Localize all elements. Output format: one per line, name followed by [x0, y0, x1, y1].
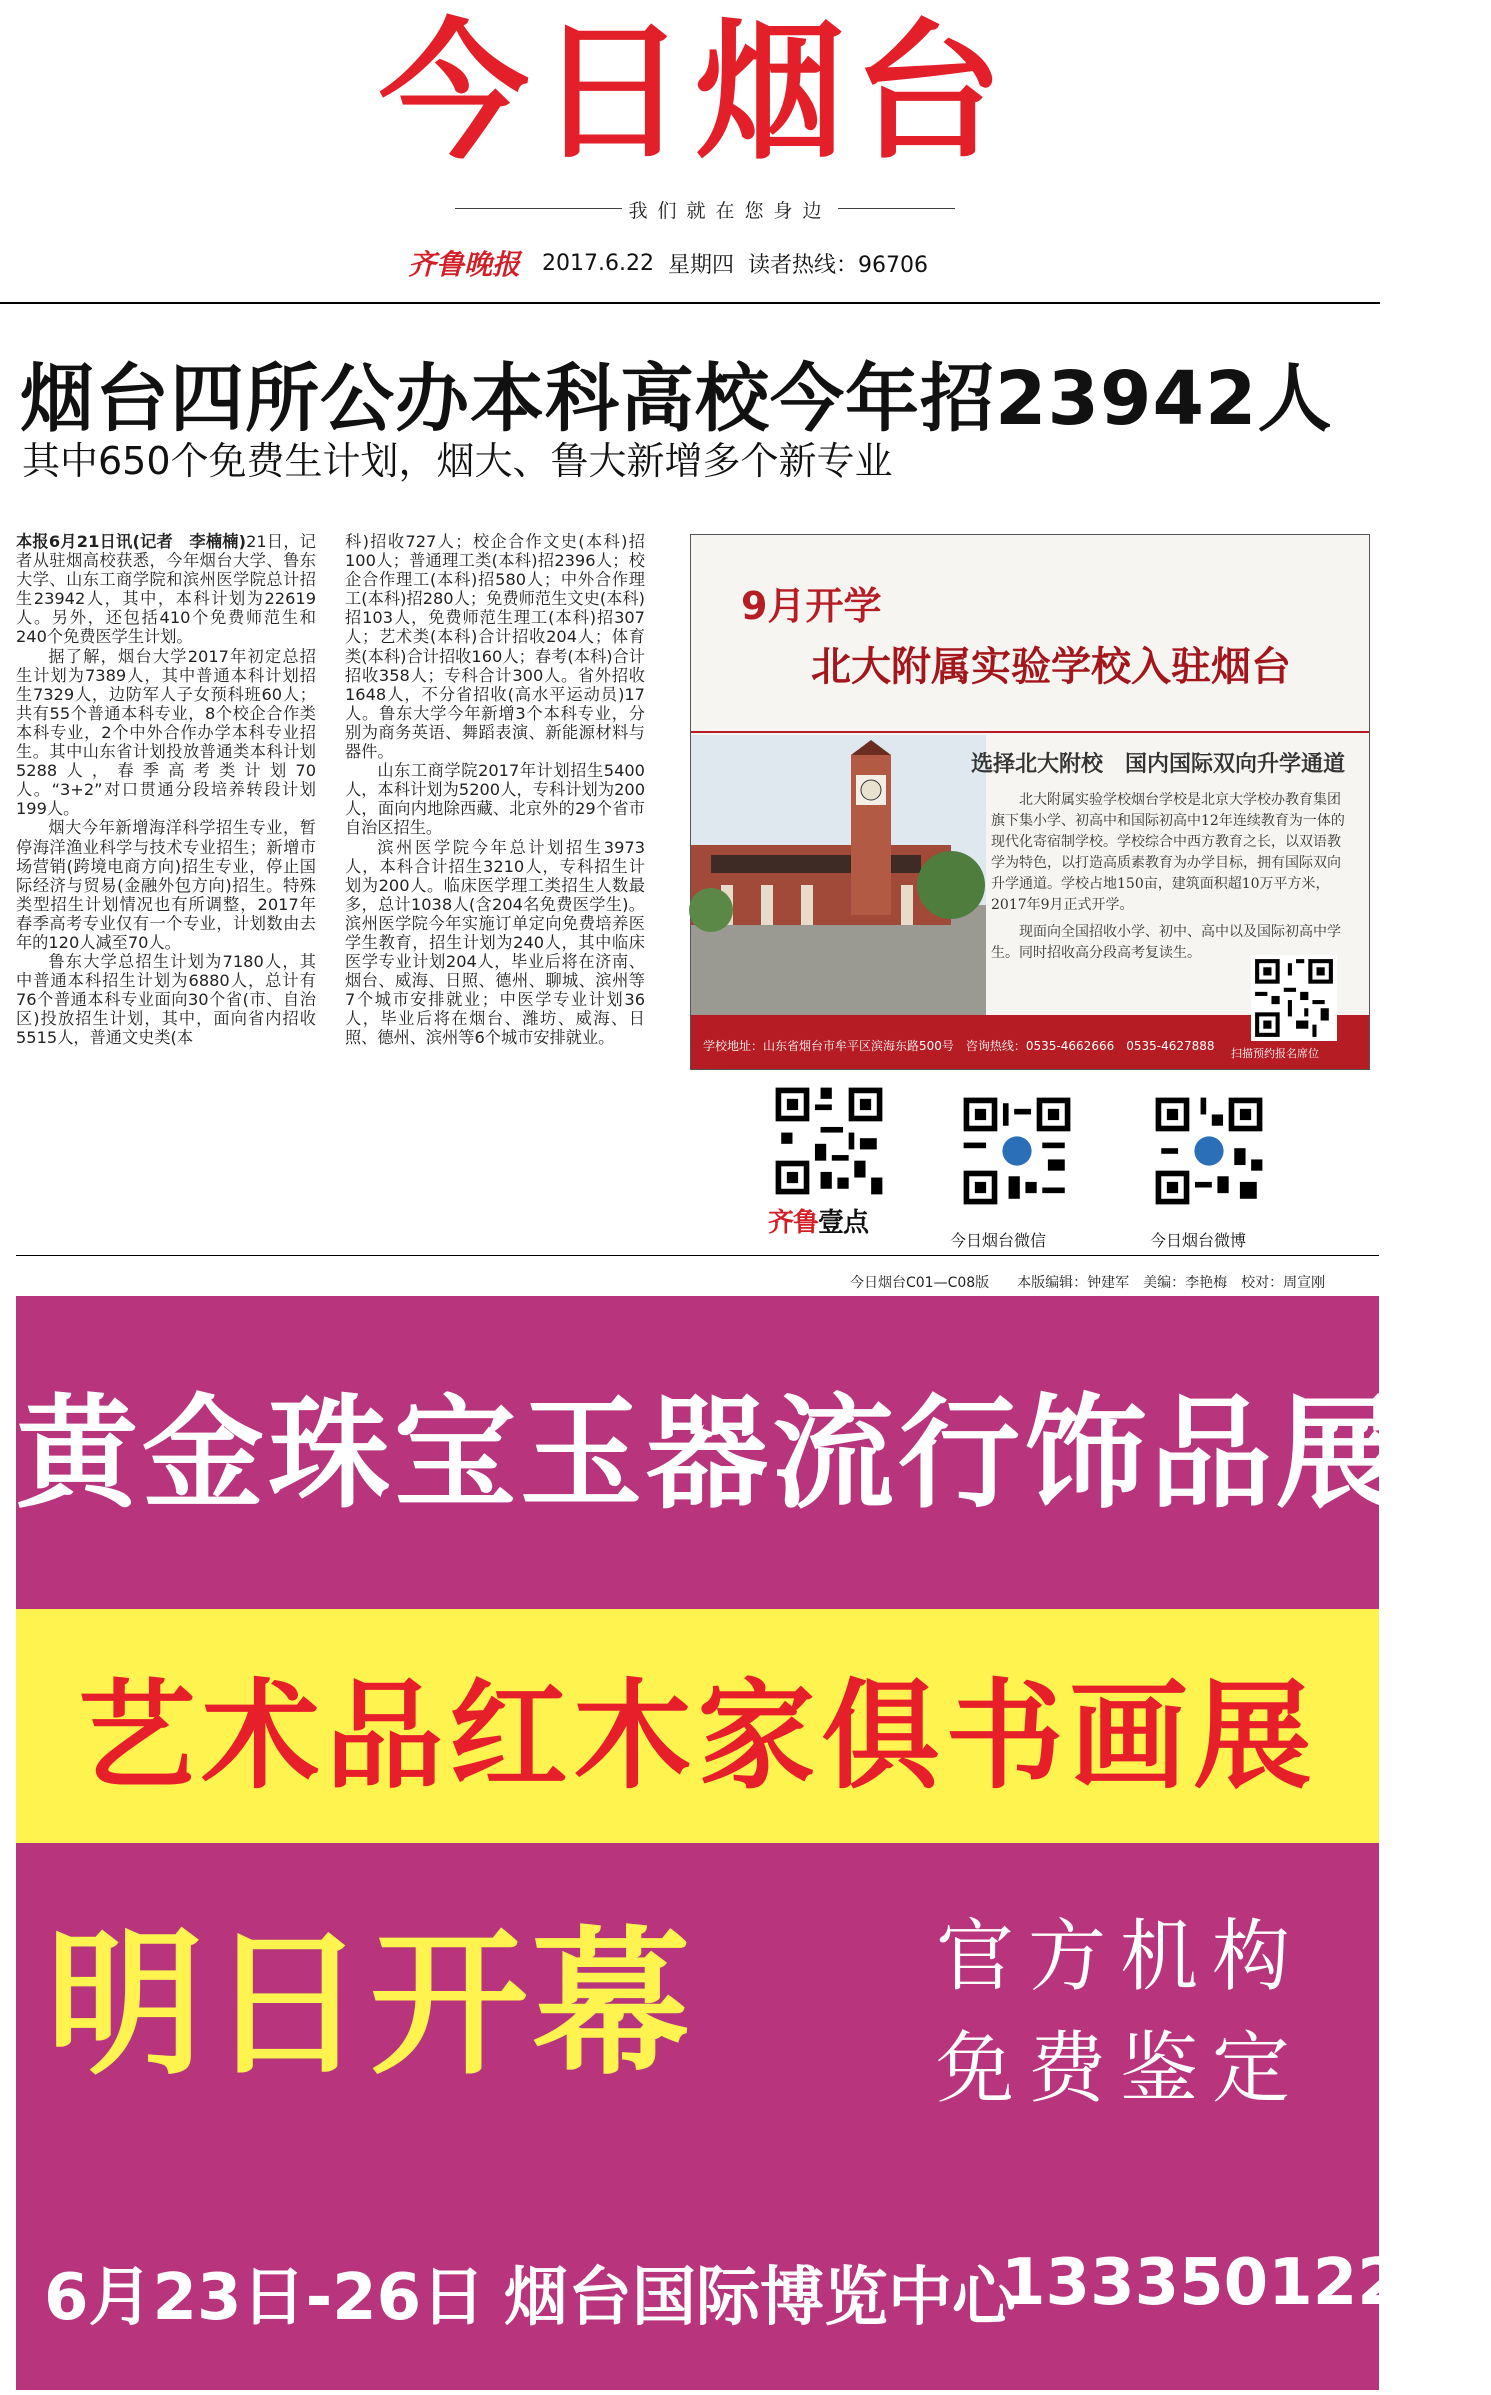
expo-advertisement [16, 1296, 1491, 2390]
ad-school-address: 学校地址：山东省烟台市牟平区滨海东路500号 咨询热线：0535-4662666 0535-4627888 [703, 1039, 1215, 1053]
expo-dates: 6月23日-26日 [44, 2261, 486, 2335]
wechat-caption: 今日烟台微信 [950, 1231, 1047, 1250]
page-credits: 今日烟台C01—C08版 本版编辑：钟建军 美编：李艳梅 校对：周宣刚 [850, 1275, 1326, 1291]
qilu-yidian-qr-icon[interactable] [770, 1082, 888, 1200]
issue-date: 2017.6.22 [542, 250, 654, 276]
expo-opening-text: 明日开幕 [46, 1913, 694, 2097]
masthead-meta [408, 248, 928, 281]
qr-code-icon[interactable] [1251, 955, 1337, 1041]
qilu-yidian-caption: 齐鲁壹点 [768, 1208, 869, 1238]
school-building-photo [691, 735, 986, 1015]
ad-school-tag: 9月开学 [741, 584, 882, 628]
masthead-slogan: 我们就在您身边 [520, 196, 940, 223]
expo-tag-official: 官方机构 [936, 1912, 1305, 2002]
wechat-qr-icon[interactable] [958, 1092, 1076, 1210]
ad-school-body [991, 790, 1351, 970]
ad-school-title: 北大附属实验学校入驻烟台 [811, 644, 1291, 690]
article-paragraph: 滨州医学院今年总计划招生3973人，本科合计招生3210人，专科招生计划为200人。临床医学理工类招生人数最多，总计1038人(含204名免费医学生)。滨州医学院今年实施订单定向免费培养医学生教育，招生计划为240人，其中临床医学专业计划204人，毕业后将在济南、烟台、威海、日照、德州、聊城、滨州等7个城市安排就业；中医学专业计划36人，毕业后将在烟台、潍坊、威海、日照、德州、滨州等6个城市安排就业。 [345, 837, 645, 1048]
article-paragraph: 据了解，烟台大学2017年初定总招生计划为7389人，其中普通本科计划招生7329人，边防军人子女预科班60人；共有55个普通本科专业，8个校企合作类本科专业，2个中外合作办学本科专业招生。其中山东省计划投放普通类本科计划5288人，春季高考类计划70人。“3+2”对口贯通分段培养转段计划199人。 [16, 646, 316, 819]
section-rule [16, 1255, 1379, 1256]
ad-school-divider [691, 731, 1369, 733]
expo-title-line-1: 黄金珠宝玉器流行饰品展 [16, 1383, 1402, 1525]
reader-hotline: 读者热线：96706 [748, 252, 928, 278]
ad-school-paragraph: 现面向全国招收小学、初中、高中以及国际初高中学生。同时招收高分段高考复读生。 [991, 924, 1341, 961]
article-headline: 烟台四所公办本科高校今年招23942人 [20, 356, 1333, 442]
masthead-logo: 今日烟台 [378, 6, 1011, 180]
article-byline: 本报6月21日讯(记者 李楠楠) [16, 532, 247, 551]
ad-school-qr-caption: 扫描预约报名席位 [1231, 1047, 1319, 1060]
expo-phone[interactable]: 13335012258 [1001, 2246, 1491, 2320]
weibo-qr-icon[interactable] [1150, 1092, 1268, 1210]
paper-name: 齐鲁晚报 [408, 248, 521, 281]
ad-school-paragraph: 北大附属实验学校烟台学校是北京大学校办教育集团旗下集小学、初高中和国际初高中12年连续教育为一体的现代化寄宿制学校。学校综合中西方教育之长，以双语教学为特色，以打造高质素教育为办学目标，拥有国际双向升学通道。学校占地150亩，建筑面积超10万平方米，2017年9月正式开学。 [991, 792, 1345, 913]
masthead-rule [0, 302, 1380, 304]
weibo-caption: 今日烟台微博 [1150, 1231, 1247, 1250]
expo-title-line-2: 艺术品红木家俱书画展 [77, 1667, 1318, 1805]
school-advertisement [690, 534, 1370, 1070]
ad-school-slogan: 选择北大附校 国内国际双向升学通道 [971, 752, 1346, 777]
article-paragraph: 科)招收727人；校企合作文史(本科)招100人；普通理工类(本科)招2396人；校企合作理工(本科)招580人；中外合作理工(本科)招280人；免费师范生文史(本科)招103人，免费师范生理工(本科)招307人；艺术类(本科)合计招收204人；体育类(本科)合计招收160人；春考(本科)合计招收358人；专科合计300人。省外招收1648人，不分省招收(高水平运动员)17人。鲁东大学今年新增3个本科专业，分别为商务英语、舞蹈表演、新能源材料与器件。 [345, 532, 645, 762]
expo-tag-appraisal: 免费鉴定 [936, 2024, 1305, 2114]
article-paragraph: 本报6月21日讯(记者 李楠楠)21日，记者从驻烟高校获悉，今年烟台大学、鲁东大学、山东工商学院和滨州医学院总计招生23942人，其中，本科计划为22619人。另外，还包括410个免费师范生和240个免费医学生计划。 [16, 532, 316, 647]
issue-weekday: 星期四 [667, 252, 734, 278]
article-paragraph: 鲁东大学总招生计划为7180人，其中普通本科招生计划为6880人，总计有76个普通本科专业面向30个省(市、自治区)投放招生计划，其中，面向省内招收5515人，普通文史类(本 [16, 952, 316, 1048]
article-subheadline: 其中650个免费生计划，烟大、鲁大新增多个新专业 [22, 439, 893, 483]
article-column-2 [345, 532, 645, 1048]
article-paragraph: 烟大今年新增海洋科学招生专业，暂停海洋渔业科学与技术专业招生；新增市场营销(跨境电商方向)招生专业，停止国际经济与贸易(金融外包方向)招生。特殊类型招生计划情况也有所调整，2017年春季高考专业仅有一个专业，计划数由去年的120人减至70人。 [16, 818, 316, 952]
article-paragraph: 山东工商学院2017年计划招生5400人，本科计划为5200人，专科计划为200人，面向内地除西藏、北京外的29个省市自治区招生。 [345, 761, 645, 838]
expo-venue: 烟台国际博览中心 [504, 2261, 1016, 2335]
article-column-1 [16, 532, 316, 1048]
